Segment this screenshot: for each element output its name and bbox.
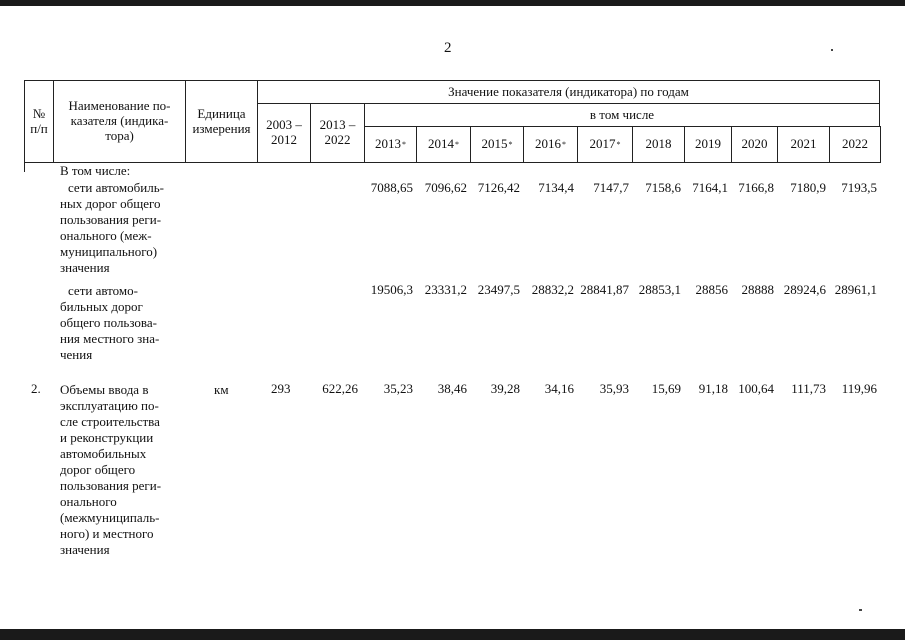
header-2013-2022: 2013 – 2022 [310,103,365,163]
header-year-2022: 2022 [829,126,881,163]
item-2-value-2016: 34,16 [544,381,574,396]
local-value-2022: 28961,1 [834,282,877,297]
item-2-value-2018: 15,69 [651,381,681,396]
header-year-2018: 2018 [632,126,685,163]
item-2-value-2019: 91,18 [698,381,728,396]
table-left-border [24,162,25,172]
header-year-2015: 2015 * [470,126,524,163]
header-indicator-name: Наименование по- казателя (индика- тора) [53,80,186,163]
regional-value-2017: 7147,7 [593,180,629,195]
header-year-2013: 2013 * [364,126,417,163]
regional-value-2022: 7193,5 [841,180,877,195]
scan-speck [859,609,862,611]
regional-value-2015: 7126,42 [477,180,520,195]
local-network-label: сети автомо- бильных дорог общего пользова- ния местного зна- чения [60,283,160,362]
item-2-2003-2012: 293 [271,381,291,396]
regional-value-2016: 7134,4 [538,180,574,195]
header-year-2020: 2020 [731,126,778,163]
regional-value-2013: 7088,65 [370,180,413,195]
regional-value-2019: 7164,1 [692,180,728,195]
local-value-2020: 28888 [741,282,774,297]
local-value-2015: 23497,5 [477,282,520,297]
item-2-value-2017: 35,93 [599,381,629,396]
local-value-2014: 23331,2 [424,282,467,297]
item-2-unit: км [214,382,229,397]
header-2003-2012: 2003 – 2012 [257,103,311,163]
local-value-2013: 19506,3 [370,282,413,297]
header-including: в том числе [364,103,880,127]
item-2-value-2013: 35,23 [383,381,413,396]
bottom-scan-border [0,629,905,640]
regional-value-2018: 7158,6 [645,180,681,195]
header-year-2017: 2017 * [577,126,633,163]
local-value-2016: 28832,2 [531,282,574,297]
header-year-2021: 2021 [777,126,830,163]
header-unit: Единица измерения [185,80,258,163]
top-scan-border [0,0,905,6]
item-2-number: 2. [31,381,41,396]
regional-value-2014: 7096,62 [424,180,467,195]
item-2-value-2020: 100,64 [738,381,774,396]
header-year-2016: 2016 * [523,126,578,163]
item-2-value-2015: 39,28 [490,381,520,396]
page-number: 2 [444,40,452,56]
regional-value-2020: 7166,8 [738,180,774,195]
header-year-2014: 2014 * [416,126,471,163]
header-values-by-year: Значение показателя (индикатора) по годам [257,80,880,104]
item-2-value-2014: 38,46 [437,381,467,396]
header-year-2019: 2019 [684,126,732,163]
local-value-2021: 28924,6 [783,282,826,297]
local-value-2017: 28841,87 [580,282,629,297]
intro-label: В том числе: [60,163,131,178]
local-value-2018: 28853,1 [638,282,681,297]
local-value-2019: 28856 [695,282,728,297]
scan-speck [831,49,833,51]
item-2-value-2022: 119,96 [841,381,877,396]
item-2-value-2021: 111,73 [791,381,826,396]
regional-value-2021: 7180,9 [790,180,826,195]
item-2-label: Объемы ввода в эксплуатацию по- сле строительства и реконструкции автомобильных дорог общего пользования реги- онального (межмуниципаль- ного) и местного значения [60,382,162,557]
item-2-2013-2022: 622,26 [322,381,358,396]
header-no: № п/п [24,80,54,163]
regional-network-label: сети автомобиль- ных дорог общего пользования реги- онального (меж- муниципального) значения [60,180,164,275]
